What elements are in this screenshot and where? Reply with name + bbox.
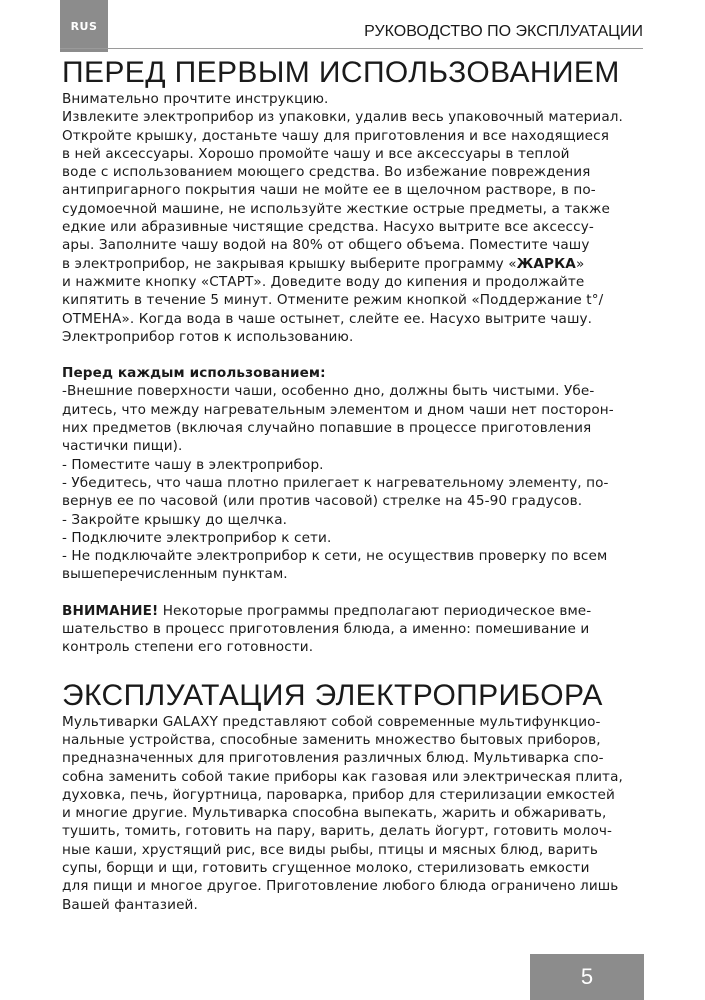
text-line: Откройте крышку, достаньте чашу для приготовления и все находящиеся <box>62 127 609 144</box>
text-line: Внимательно прочтите инструкцию. <box>62 91 329 107</box>
text-line: Мультиварки GALAXY представляют собой современные мультифункцио- <box>62 713 601 730</box>
text-line: тушить, томить, готовить на пару, варить, делать йогурт, готовить молоч- <box>62 823 613 840</box>
text-line: вышеперечисленным пунктам. <box>62 566 288 583</box>
program-name-bold: ЖАРКА <box>516 255 576 272</box>
text-line: и многие другие. Мультиварка способна выпекать, жарить и обжаривать, <box>62 805 607 822</box>
text-line: антипригарного покрытия чаши не мойте ее в щелочном растворе, в по- <box>62 182 596 199</box>
page-content <box>62 56 646 914</box>
text-line: ОТМЕНА». Когда вода в чаше остынет, слейте ее. Насухо вытрите чашу. <box>62 310 593 327</box>
text-line: судомоечной машине, не используйте жесткие острые предметы, а также <box>62 200 610 217</box>
text-line: ные каши, хрустящий рис, все виды рыбы, птицы и мясных блюд, варить <box>62 841 598 858</box>
text-line: Электроприбор готов к использованию. <box>62 328 354 345</box>
text-line: едкие или абразивные чистящие средства. Насухо вытрите все аксессу- <box>62 219 594 236</box>
section-title-operation: ЭКСПЛУАТАЦИЯ ЭЛЕКТРОПРИБОРА <box>62 678 603 712</box>
text-line: духовка, печь, йогуртница, пароварка, прибор для стерилизации емкостей <box>62 786 615 803</box>
text-line: - Закройте крышку до щелчка. <box>62 511 288 528</box>
before-each-use-block <box>62 364 646 584</box>
text-line: дитесь, что между нагревательным элементом и дном чаши нет посторон- <box>62 401 614 418</box>
text-line: Извлеките электроприбор из упаковки, удалив весь упаковочный материал. <box>62 109 623 126</box>
text-fragment: в электроприбор, не закрывая крышку выберите программу « <box>62 255 517 272</box>
text-line: для пищи и многое другое. Приготовление любого блюда ограничено лишь <box>62 878 619 895</box>
text-line: - Подключите электроприбор к сети. <box>62 529 332 546</box>
text-line: кипятить в течение 5 минут. Отмените режим кнопкой «Поддержание t°/ <box>62 292 604 309</box>
text-line: нальные устройства, способные заменить множество бытовых приборов, <box>62 731 601 748</box>
text-line: -Внешние поверхности чаши, особенно дно, должны быть чистыми. Убе- <box>62 383 595 400</box>
text-line: в ней аксессуары. Хорошо промойте чашу и все аксессуары в теплой <box>62 145 570 162</box>
text-line: - Поместите чашу в электроприбор. <box>62 456 324 473</box>
text-line: шательство в процесс приготовления блюда, а именно: помешивание и <box>62 621 590 638</box>
paragraph-gap <box>62 584 646 602</box>
text-line: вернув ее по часовой (или против часовой) стрелке на 45-90 градусов. <box>62 493 583 510</box>
language-tab: RUS <box>60 0 108 52</box>
text-line <box>62 255 646 273</box>
text-line: предназначенных для приготовления различных блюд. Мультиварка спо- <box>62 750 604 767</box>
text-line: контроль степени его готовности. <box>62 639 314 656</box>
section1-intro-paragraph <box>62 90 646 346</box>
before-each-use-heading: Перед каждым использованием: <box>62 365 326 382</box>
text-line: Вашей фантазией. <box>62 896 198 913</box>
text-line: собна заменить собой такие приборы как газовая или электрическая плита, <box>62 768 623 785</box>
section2-paragraph <box>62 713 646 914</box>
section-title-before-first-use: ПЕРЕД ПЕРВЫМ ИСПОЛЬЗОВАНИЕМ <box>62 56 620 89</box>
attention-block <box>62 602 646 657</box>
text-line: - Убедитесь, что чаша плотно прилегает к нагревательному элементу, по- <box>62 474 609 491</box>
text-line: них предметов (включая случайно попавшие в процессе приготовления <box>62 420 592 437</box>
text-line <box>62 602 646 620</box>
text-line: воде с использованием моющего средства. Во избежание повреждения <box>62 164 591 181</box>
attention-label: ВНИМАНИЕ! <box>62 602 159 619</box>
text-fragment: » <box>575 255 585 272</box>
text-line: и нажмите кнопку «СТАРТ». Доведите воду до кипения и продолжайте <box>62 273 585 290</box>
page-number: 5 <box>530 954 644 1000</box>
header-divider <box>60 48 643 49</box>
text-fragment: Некоторые программы предполагают периодическое вме- <box>158 602 592 619</box>
paragraph-gap <box>62 346 646 364</box>
document-header-title: РУКОВОДСТВО ПО ЭКСПЛУАТАЦИИ <box>364 23 643 40</box>
text-line: супы, борщи и щи, готовить сгущенное молоко, стерилизовать емкости <box>62 859 590 876</box>
text-line: - Не подключайте электроприбор к сети, не осуществив проверку по всем <box>62 548 608 565</box>
text-line: ары. Заполните чашу водой на 80% от общего объема. Поместите чашу <box>62 237 590 254</box>
text-line: частички пищи). <box>62 438 183 455</box>
